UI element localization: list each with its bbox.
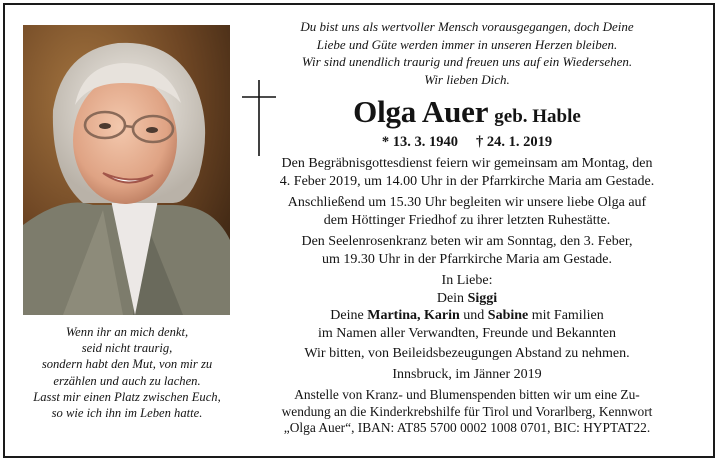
poem-line: Wenn ihr an mich denkt, [65,325,189,339]
obituary-text [247,18,687,437]
in-love: In Liebe: [441,273,493,288]
death-date: † 24. 1. 2019 [476,134,553,150]
text-line: um 19.30 Uhr in der Pfarrkirche Maria am Gestade. [321,251,612,267]
poem-line: erzählen und auch zu lachen. [53,373,201,388]
quote-line: Wir lieben Dich. [424,71,510,87]
text-line: Anstelle von Kranz- und Blumenspenden bitten wir um eine Zu- [294,387,640,402]
burial-info [247,194,687,229]
relatives-line: im Namen aller Verwandten, Freunde und Bekannten [318,325,616,341]
text-fragment: Dein [436,290,465,306]
mourners [247,272,687,342]
quote-line: Du bist uns als wertvoller Mensch vorausgegangen, doch Deine [300,19,634,34]
children-names: Martina, Karin [367,308,460,323]
place-date: Innsbruck, im Jänner 2019 [392,366,542,382]
poem [20,324,234,421]
child-name: Sabine [487,308,529,323]
deceased-name-row [247,94,687,130]
funeral-service [247,155,687,190]
life-dates [247,132,687,152]
birth-date: * 13. 3. 1940 [381,134,458,150]
condolence-request: Wir bitten, von Beileidsbezeugungen Abstand zu nehmen. [304,346,630,361]
quote-line: Wir sind unendlich traurig und freuen uns auf ein Wiedersehen. [301,54,633,69]
portrait-image [23,25,230,315]
donation-request [247,387,687,437]
text-line: wendung an die Kinderkrebshilfe für Tirol und Vorarlberg, Kennwort [281,403,653,419]
husband-line [247,290,687,308]
text-line: dem Höttinger Friedhof zu ihrer letzten Ruhestätte. [323,212,611,228]
poem-line: so wie ich ihn im Leben hatte. [51,406,203,421]
text-fragment: Deine [330,308,364,323]
deceased-name: Olga Auer [353,94,489,129]
maiden-name: geb. Hable [494,106,581,127]
rosary-info [247,233,687,268]
text-line: „Olga Auer“, IBAN: AT85 5700 0002 1008 0701, BIC: HYPTAT22. [283,420,651,436]
memorial-quote [247,18,687,88]
husband-name: Siggi [467,290,498,306]
quote-line: Liebe und Güte werden immer in unseren Herzen bleiben. [316,36,618,52]
poem-line: Lasst mir einen Platz zwischen Euch, [33,389,221,404]
text-line: Den Begräbnisgottesdienst feiern wir gemeinsam am Montag, den [281,156,653,171]
text-line: Anschließend um 15.30 Uhr begleiten wir unsere liebe Olga auf [287,195,647,210]
text-fragment: mit Familien [531,308,604,323]
portrait-photo [23,25,230,315]
text-fragment: und [463,308,485,323]
poem-line: sondern habt den Mut, von mir zu [41,357,213,372]
poem-line: seid nicht traurig, [81,341,173,356]
text-line: Den Seelenrosenkranz beten wir am Sonntag, den 3. Feber, [301,234,633,249]
children-line [247,307,687,325]
text-line: 4. Feber 2019, um 14.00 Uhr in der Pfarrkirche Maria am Gestade. [279,173,655,189]
